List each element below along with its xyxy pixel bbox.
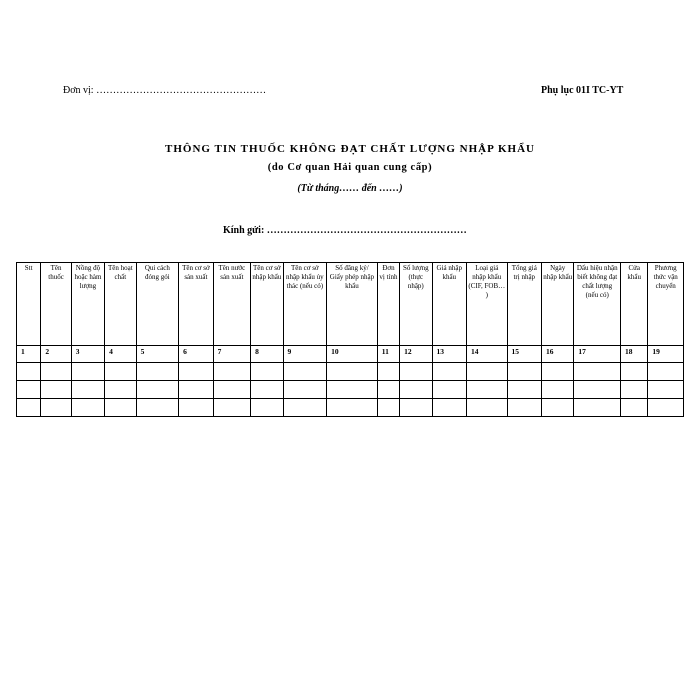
table-cell [621, 381, 648, 399]
table-cell [179, 399, 213, 417]
table-cell [377, 363, 399, 381]
column-header: Tên hoạt chất [105, 263, 136, 346]
column-number: 8 [251, 346, 283, 363]
table-cell [136, 363, 179, 381]
table-cell [17, 399, 41, 417]
table-cell [41, 399, 71, 417]
column-header: Loại giá nhập khẩu (CIF, FOB… ) [466, 263, 507, 346]
column-header: Tên nước sản xuất [213, 263, 251, 346]
table-cell [105, 363, 136, 381]
table-cell [621, 363, 648, 381]
column-number-row [17, 346, 684, 363]
table-cell [136, 381, 179, 399]
column-number: 12 [400, 346, 432, 363]
reporting-period: (Từ tháng…… đến ……) [297, 183, 403, 194]
column-number: 17 [574, 346, 621, 363]
table-row [17, 381, 684, 399]
column-number: 3 [71, 346, 104, 363]
table-cell [71, 381, 104, 399]
column-number: 18 [621, 346, 648, 363]
table-cell [466, 399, 507, 417]
table-cell [71, 399, 104, 417]
table-cell [327, 363, 378, 381]
unit-line: Đơn vị: …………………………………………… [63, 85, 267, 96]
column-header: Đơn vị tính [377, 263, 399, 346]
column-header: Tên cơ sở nhập khẩu ủy thác (nếu có) [283, 263, 327, 346]
table-cell [105, 399, 136, 417]
table-cell [283, 399, 327, 417]
table-row [17, 363, 684, 381]
table-cell [283, 363, 327, 381]
table-cell [621, 399, 648, 417]
table-cell [179, 381, 213, 399]
table-cell [213, 399, 251, 417]
column-number: 1 [17, 346, 41, 363]
column-header: Tên thuốc [41, 263, 71, 346]
table-cell [466, 381, 507, 399]
table-cell [648, 399, 684, 417]
table-cell [251, 399, 283, 417]
table-cell [648, 381, 684, 399]
column-header: Nồng độ hoặc hàm lượng [71, 263, 104, 346]
table-cell [400, 399, 432, 417]
table-cell [377, 399, 399, 417]
table-cell [41, 381, 71, 399]
table-cell [377, 381, 399, 399]
table-cell [17, 363, 41, 381]
column-header: Tổng giá trị nhập [507, 263, 541, 346]
table-cell [574, 399, 621, 417]
column-header: Số lượng (thực nhập) [400, 263, 432, 346]
table-cell [432, 363, 466, 381]
column-number: 19 [648, 346, 684, 363]
appendix-label: Phụ lục 01I TC-YT [541, 85, 624, 96]
table-cell [574, 363, 621, 381]
table-cell [432, 381, 466, 399]
table-cell [507, 399, 541, 417]
column-number: 10 [327, 346, 378, 363]
column-header: Số đăng ký/ Giấy phép nhập khẩu [327, 263, 378, 346]
table-cell [541, 399, 573, 417]
document-subtitle: (do Cơ quan Hải quan cung cấp) [267, 162, 433, 173]
table-cell [71, 363, 104, 381]
column-header: Tên cơ sở nhập khẩu [251, 263, 283, 346]
table-cell [541, 363, 573, 381]
table-cell [105, 381, 136, 399]
table-cell [213, 363, 251, 381]
table-cell [466, 363, 507, 381]
table-cell [574, 381, 621, 399]
column-number: 15 [507, 346, 541, 363]
column-header: Dấu hiệu nhận biết không đạt chất lượng (nếu có) [574, 263, 621, 346]
table-cell [541, 381, 573, 399]
column-number: 6 [179, 346, 213, 363]
table-cell [41, 363, 71, 381]
table-cell [136, 399, 179, 417]
column-header: Phương thức vận chuyển [648, 263, 684, 346]
table-cell [251, 363, 283, 381]
column-number: 16 [541, 346, 573, 363]
table-cell [400, 363, 432, 381]
column-header: Ngày nhập khẩu [541, 263, 573, 346]
table-cell [327, 399, 378, 417]
column-header: Cửa khẩu [621, 263, 648, 346]
column-number: 11 [377, 346, 399, 363]
table-cell [327, 381, 378, 399]
column-header: Giá nhập khẩu [432, 263, 466, 346]
table-cell [17, 381, 41, 399]
table-cell [507, 381, 541, 399]
table-cell [648, 363, 684, 381]
table-cell [400, 381, 432, 399]
document-title: THÔNG TIN THUỐC KHÔNG ĐẠT CHẤT LƯỢNG NHẬP KHẨU [165, 143, 535, 155]
column-number: 7 [213, 346, 251, 363]
drug-report-table [16, 262, 684, 417]
column-header: Qui cách đóng gói [136, 263, 179, 346]
column-number: 14 [466, 346, 507, 363]
table-cell [507, 363, 541, 381]
column-number: 5 [136, 346, 179, 363]
table-cell [251, 381, 283, 399]
column-header: Tên cơ sở sản xuất [179, 263, 213, 346]
table-cell [213, 381, 251, 399]
column-number: 9 [283, 346, 327, 363]
table-cell [179, 363, 213, 381]
table-header-row [17, 263, 684, 346]
column-number: 13 [432, 346, 466, 363]
table-cell [432, 399, 466, 417]
recipient-line: Kính gửi: …………………………………………………… [223, 225, 467, 236]
table-cell [283, 381, 327, 399]
column-number: 4 [105, 346, 136, 363]
column-number: 2 [41, 346, 71, 363]
table-row [17, 399, 684, 417]
column-header: Stt [17, 263, 41, 346]
